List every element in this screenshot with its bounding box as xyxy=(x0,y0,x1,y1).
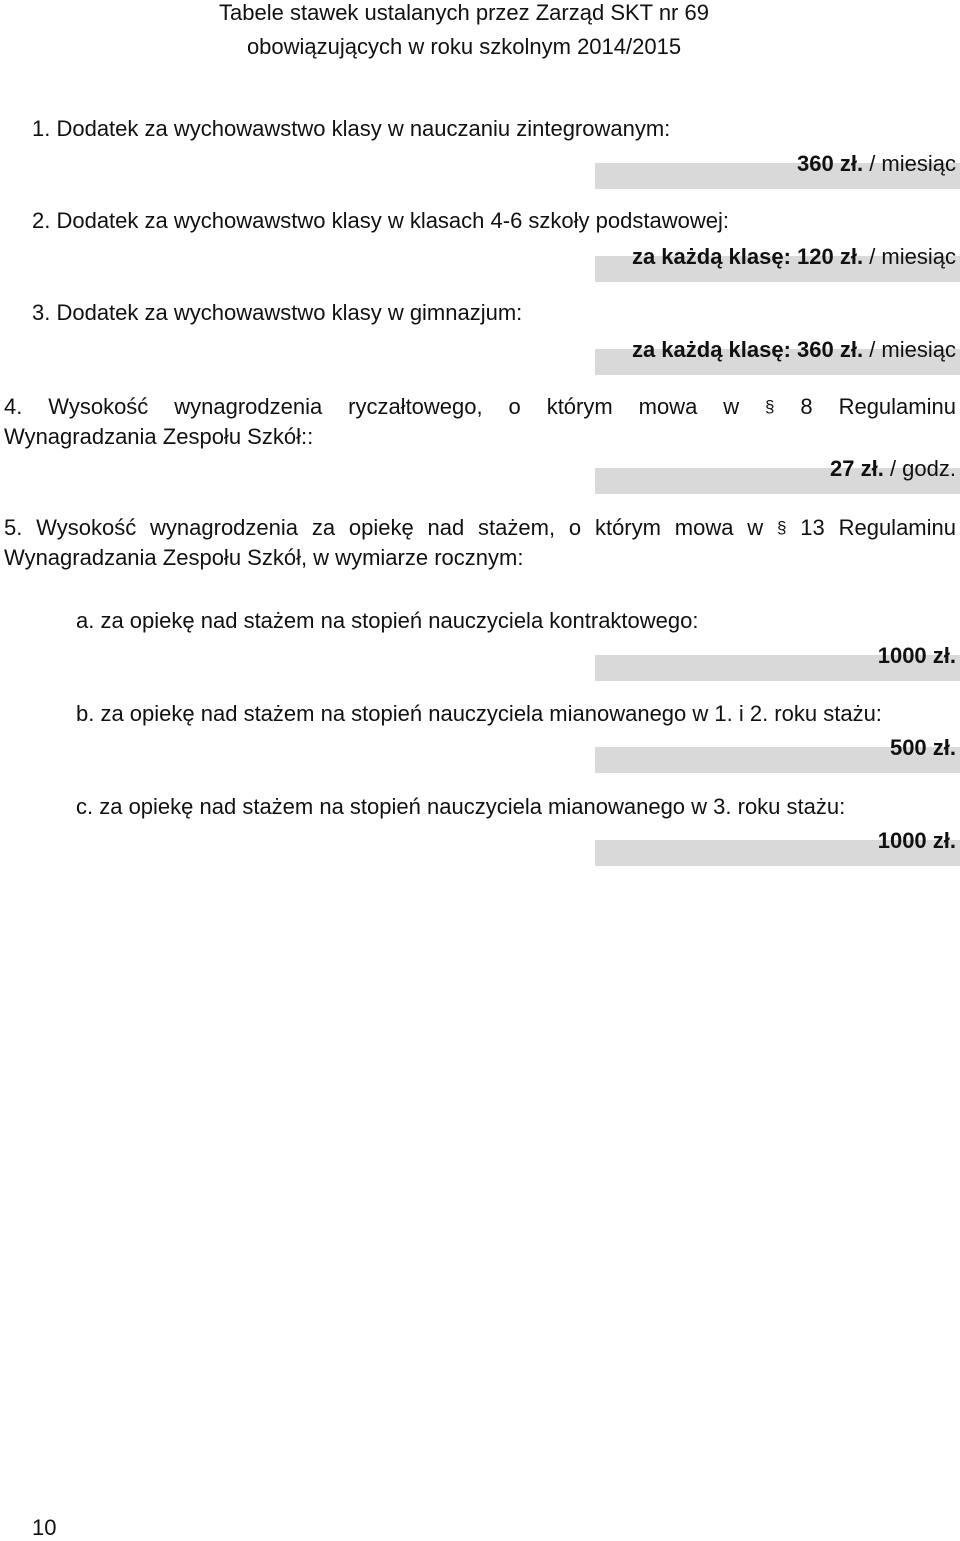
item-5b-value-box xyxy=(595,735,960,773)
item-5a-value-box xyxy=(595,643,960,681)
item-3-value xyxy=(632,337,956,363)
item-5-line-1-before: 5. Wysokość wynagrodzenia za opiekę nad stażem, o którym mowa w xyxy=(4,515,764,540)
item-2-amount: za każdą klasę: 120 zł. xyxy=(631,244,864,269)
section-sign-icon: § xyxy=(777,518,787,537)
item-5c-value xyxy=(878,828,956,854)
item-3-label: 3. Dodatek za wychowawstwo klasy w gimnazjum: xyxy=(32,300,523,325)
document-title-line-2: obowiązujących w roku szkolnym 2014/2015 xyxy=(246,34,682,59)
item-3-unit: / miesiąc xyxy=(869,337,956,362)
item-2-value-box xyxy=(595,244,960,282)
item-5-line-1-after: 13 Regulaminu xyxy=(800,515,956,540)
item-4-value-box xyxy=(595,456,960,494)
item-2-unit: / miesiąc xyxy=(869,244,956,269)
item-4-line-1-before: 4. Wysokość wynagrodzenia ryczałtowego, o którym mowa w xyxy=(4,394,740,419)
item-4-text-line-1 xyxy=(4,392,956,422)
item-4-line-1-after: 8 Regulaminu xyxy=(800,394,956,419)
item-5b-value xyxy=(890,735,956,761)
item-1-value-box xyxy=(595,151,960,189)
item-2-label: 2. Dodatek za wychowawstwo klasy w klasach 4-6 szkoły podstawowej: xyxy=(32,208,729,233)
item-5-text-line-2: Wynagradzania Zespołu Szkół, w wymiarze rocznym: xyxy=(4,545,524,570)
item-1-amount: 360 zł. xyxy=(797,151,864,176)
item-4-unit: / godz. xyxy=(889,456,956,481)
item-5a-amount: 1000 zł. xyxy=(877,643,956,668)
item-3-amount: za każdą klasę: 360 zł. xyxy=(631,337,864,362)
item-1-label: 1. Dodatek za wychowawstwo klasy w nauczaniu zintegrowanym: xyxy=(32,116,671,141)
item-4-value xyxy=(830,456,956,482)
item-5a-label: a. za opiekę nad stażem na stopień nauczyciela kontraktowego: xyxy=(76,608,699,633)
item-5-text-line-1 xyxy=(4,513,956,543)
item-5c-label: c. za opiekę nad stażem na stopień nauczyciela mianowanego w 3. roku stażu: xyxy=(76,794,846,819)
item-5a-value xyxy=(878,643,956,669)
section-sign-icon: § xyxy=(765,397,775,416)
item-4-amount: 27 zł. xyxy=(830,456,884,481)
item-4-text-line-2: Wynagradzania Zespołu Szkół:: xyxy=(4,424,314,449)
item-5c-amount: 1000 zł. xyxy=(877,828,956,853)
item-1-value xyxy=(797,151,956,177)
document-title-line-1: Tabele stawek ustalanych przez Zarząd SKT nr 69 xyxy=(219,0,709,25)
item-1-unit: / miesiąc xyxy=(869,151,956,176)
item-5b-label: b. za opiekę nad stażem na stopień nauczyciela mianowanego w 1. i 2. roku stażu: xyxy=(76,701,882,726)
item-2-value xyxy=(632,244,956,270)
item-3-value-box xyxy=(595,337,960,375)
item-5b-amount: 500 zł. xyxy=(889,735,956,760)
page-number: 10 xyxy=(32,1515,57,1540)
item-5c-value-box xyxy=(595,828,960,866)
